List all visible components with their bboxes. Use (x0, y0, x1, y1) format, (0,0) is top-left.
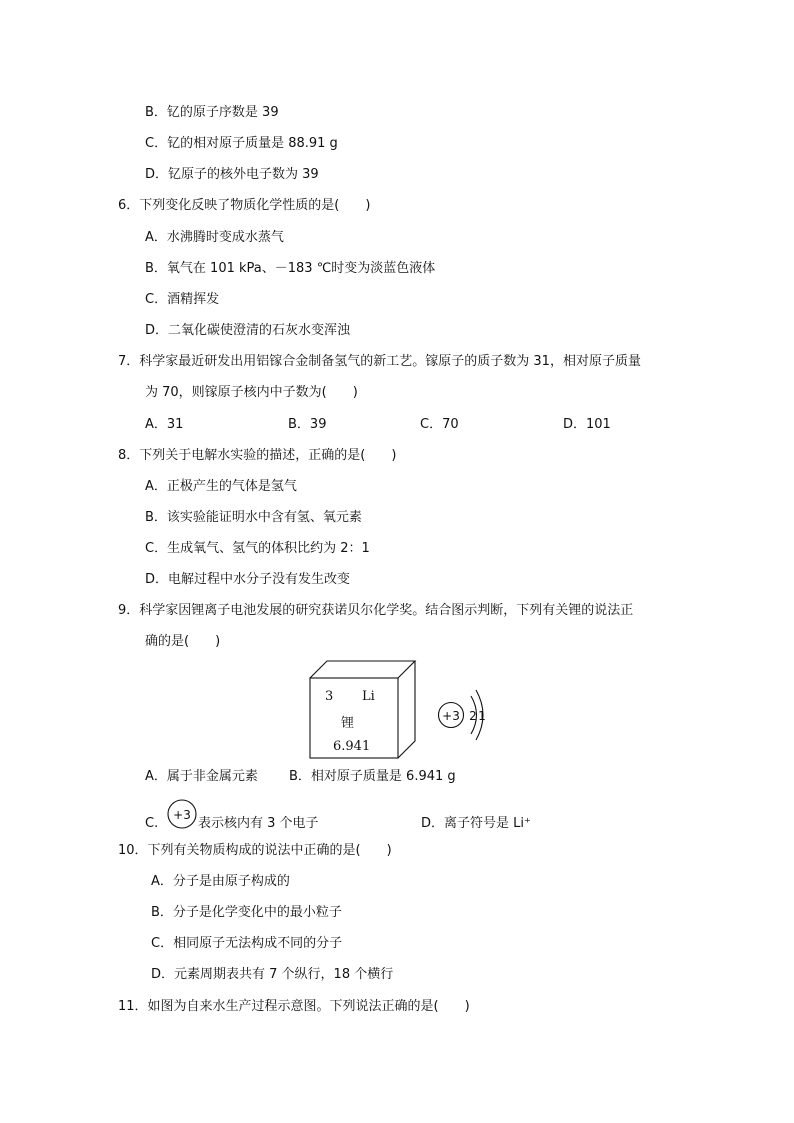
q8-option-d: D．电解过程中水分子没有发生改变 (145, 572, 351, 587)
atomic-structure-diagram (430, 683, 494, 747)
q5-option-b: B．钇的原子序数是 39 (145, 105, 279, 120)
cube-top-face (310, 661, 415, 678)
q10-option-c: C．相同原子无法构成不同的分子 (151, 936, 343, 951)
q7-option-a: A．31 (145, 417, 184, 432)
q8-option-c: C．生成氧气、氢气的体积比约为 2：1 (145, 541, 370, 556)
element-atomic-mass: 6.941 (333, 739, 371, 754)
q9-option-c-label: C. (145, 816, 159, 831)
element-symbol: Li (362, 689, 375, 704)
option-c-nucleus-figure (165, 797, 199, 831)
element-name: 锂 (341, 716, 355, 731)
shell-1-electrons: 2 (469, 709, 477, 723)
q9-option-a: A．属于非金属元素 (145, 769, 258, 784)
q5-option-c: C．钇的相对原子质量是 88.91 g (145, 136, 338, 151)
q6-option-d: D．二氧化碳使澄清的石灰水变浑浊 (145, 323, 351, 338)
element-atomic-number: 3 (325, 689, 334, 704)
q10-stem: 10．下列有关物质构成的说法中正确的是( ) (118, 843, 392, 858)
q10-option-a: A．分子是由原子构成的 (151, 874, 290, 889)
q6-option-a: A．水沸腾时变成水蒸气 (145, 230, 284, 245)
q7-stem-line2: 为 70，则镓原子核内中子数为( ) (145, 385, 358, 400)
q11-stem: 11．如图为自来水生产过程示意图。下列说法正确的是( ) (118, 999, 470, 1014)
q9-option-d: D．离子符号是 Li⁺ (421, 816, 531, 831)
q7-option-b: B．39 (288, 417, 327, 432)
q8-option-b: B．该实验能证明水中含有氢、氧元素 (145, 510, 362, 525)
q6-option-b: B．氧气在 101 kPa、－183 ℃时变为淡蓝色液体 (145, 261, 436, 276)
q8-stem: 8．下列关于电解水实验的描述，正确的是( ) (118, 448, 397, 463)
q6-stem: 6．下列变化反映了物质化学性质的是( ) (118, 198, 371, 213)
q8-option-a: A．正极产生的气体是氢气 (145, 479, 297, 494)
option-c-nucleus-charge: +3 (173, 808, 191, 822)
q10-option-b: B．分子是化学变化中的最小粒子 (151, 905, 342, 920)
shell-2-electrons: 1 (478, 709, 486, 723)
q7-option-c: C．70 (420, 417, 459, 432)
q7-stem-line1: 7．科学家最近研发出用铝镓合金制备氢气的新工艺。镓原子的质子数为 31，相对原子质量 (118, 354, 641, 369)
q5-option-d: D．钇原子的核外电子数为 39 (145, 167, 319, 182)
q10-option-d: D．元素周期表共有 7 个纵行，18 个横行 (151, 967, 394, 982)
nucleus-charge: +3 (442, 709, 460, 723)
q9-stem-line1: 9．科学家因锂离子电池发展的研究获诺贝尔化学奖。结合图示判断，下列有关锂的说法正 (118, 603, 634, 618)
q6-option-c: C．酒精挥发 (145, 292, 220, 307)
q9-stem-line2: 确的是( ) (145, 634, 221, 649)
element-cube-figure (300, 655, 422, 761)
q7-option-d: D．101 (563, 417, 611, 432)
q9-option-c-text: 表示核内有 3 个电子 (198, 816, 319, 831)
q9-option-b: B．相对原子质量是 6.941 g (289, 769, 456, 784)
